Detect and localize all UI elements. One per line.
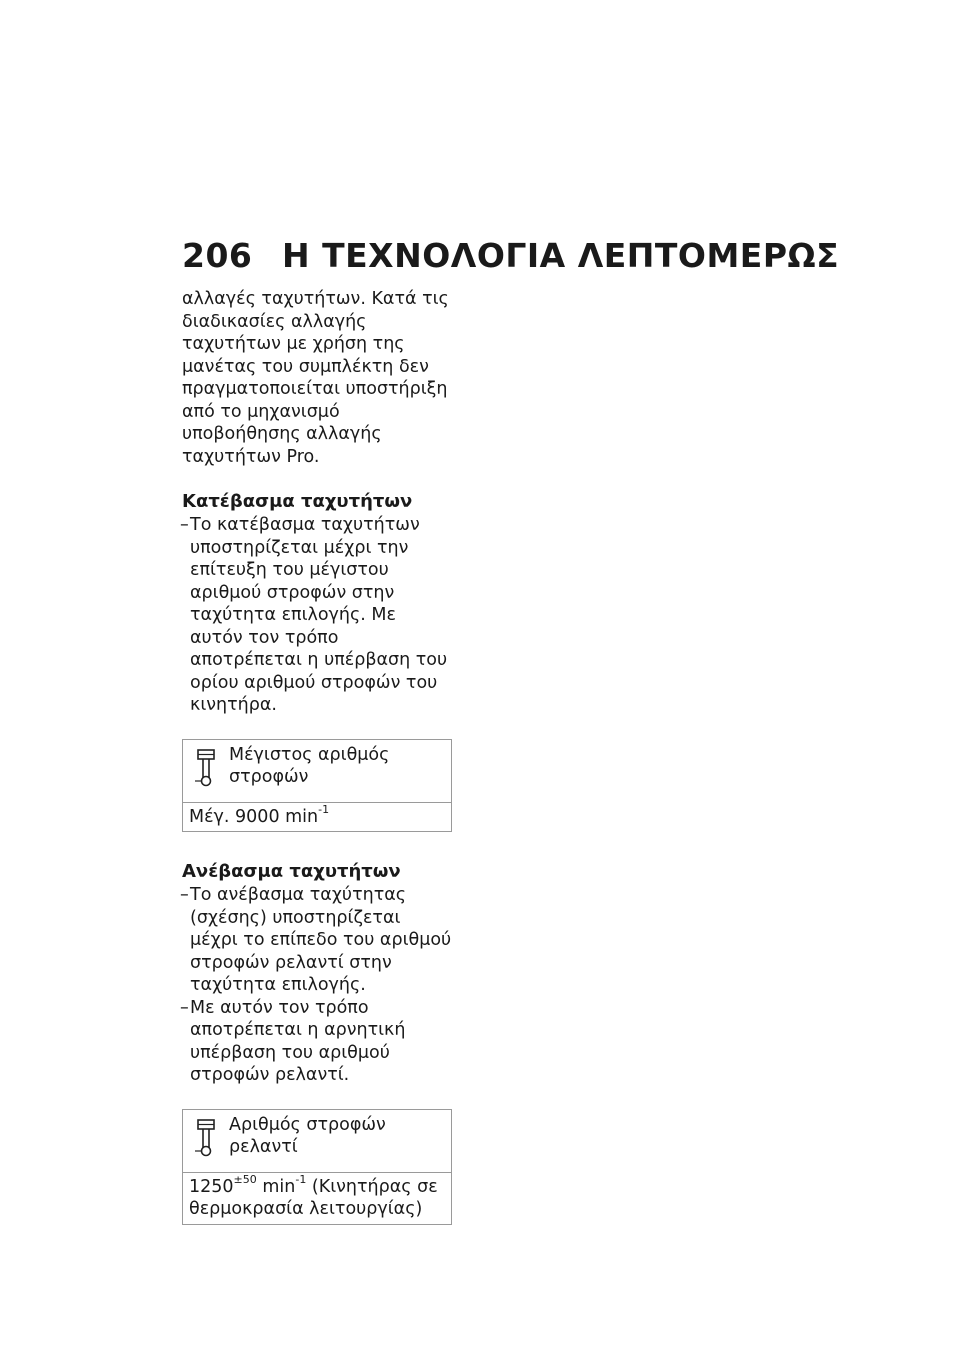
intro-paragraph: αλλαγές ταχυτήτων. Κατά τις διαδικασίες αλλαγής ταχυτήτων με χρήση της μανέτας του συμπλέκτη δεν πραγματοποιείται υποστήριξη από το μηχανισμό υποβοήθησης αλλαγής ταχυτήτων Pro. (182, 289, 449, 467)
downshift-section (182, 490, 452, 832)
page-header (182, 236, 840, 275)
spec-value-exponent: -1 (295, 1172, 307, 1186)
bullet-dash: – (180, 997, 189, 1018)
spec-value-text: Μέγ. 9000 min (189, 806, 319, 827)
spec-value-base: 1250 (189, 1176, 234, 1197)
spec-value-tolerance: ±50 (233, 1172, 257, 1186)
bullet-text: Το ανέβασμα ταχύτητας (σχέσης) υποστηρίζεται μέχρι το επίπεδο του αριθμού στροφών ρελαντί στην ταχύτητα επιλογής. (190, 885, 452, 995)
list-item (182, 514, 452, 717)
bullet-dash: – (180, 885, 189, 905)
max-rpm-spec-table (182, 739, 452, 833)
list-item (182, 884, 452, 997)
content-column (182, 288, 452, 1253)
upshift-heading: Ανέβασμα ταχυτήτων (182, 861, 401, 882)
bullet-text: Το κατέβασμα ταχυτήτων υποστηρίζεται μέχρι την επίτευξη του μέγιστου αριθμού στροφών στην ταχύτητα επιλογής. Με αυτόν τον τρόπο αποτρέπεται η υπέρβαση του ορίου αριθμού στροφών του κινητήρα. (190, 515, 448, 715)
bullet-dash: – (180, 515, 189, 535)
spec-header (183, 1110, 451, 1173)
chapter-title: Η ΤΕΧΝΟΛΟΓΙΑ ΛΕΠΤΟΜΕΡΩΣ (282, 236, 840, 275)
engine-piston-icon (183, 744, 229, 798)
spec-value (183, 1173, 451, 1224)
spec-value-note: (Κινητήρας σε θερμοκρασία λειτουργίας) (189, 1176, 438, 1219)
spec-value (183, 803, 451, 832)
spec-value-unit: min (262, 1176, 296, 1197)
page-number: 206 (182, 236, 253, 275)
list-item (182, 997, 452, 1087)
upshift-list (182, 884, 452, 1087)
engine-piston-icon (183, 1114, 229, 1168)
downshift-list (182, 514, 452, 717)
bullet-text: Με αυτόν τον τρόπο αποτρέπεται η αρνητική υπέρβαση του αριθμού στροφών ρελαντί. (190, 997, 406, 1085)
downshift-heading: Κατέβασμα ταχυτήτων (182, 491, 413, 512)
spec-header (183, 740, 451, 803)
upshift-section (182, 860, 452, 1225)
spec-title: Μέγιστος αριθμός στροφών (229, 744, 390, 787)
spec-value-exponent: -1 (318, 802, 330, 816)
idle-rpm-spec-table (182, 1109, 452, 1225)
spec-title: Αριθμός στροφών ρελαντί (229, 1114, 386, 1157)
